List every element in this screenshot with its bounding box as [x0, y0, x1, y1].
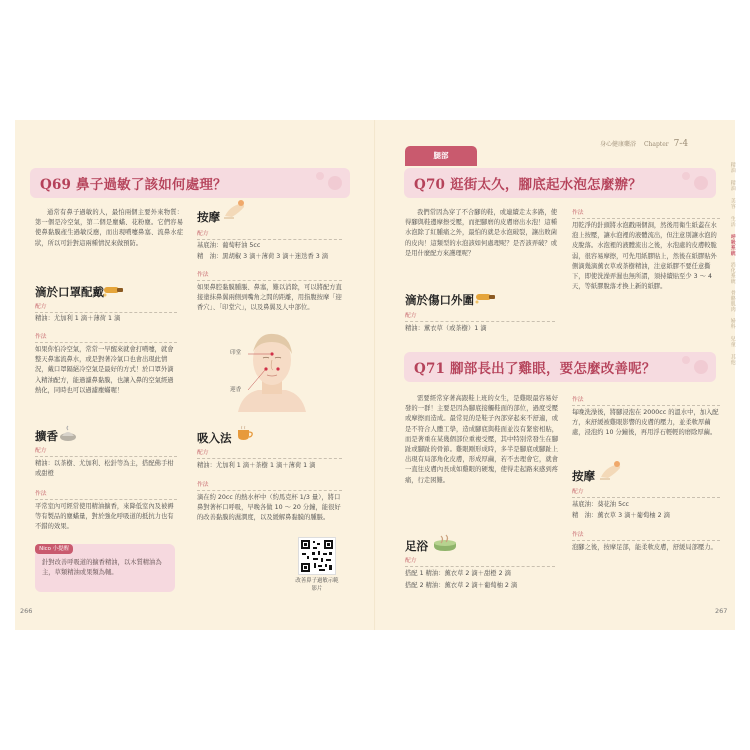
massage-method-right: 泡腳之後，按摩足部，能柔軟皮膚，舒緩局部壓力。	[572, 544, 717, 551]
method-label: 作法	[572, 532, 584, 538]
qr-caption: 改善鼻子過敏示範影片	[295, 578, 339, 592]
divider	[197, 458, 342, 459]
recipe-label: 配方	[405, 313, 417, 319]
massage-heading: 按摩	[197, 210, 220, 224]
divider	[35, 312, 177, 313]
divider	[405, 566, 555, 567]
massage-oil-right: 精 油：薰衣草 3 滴＋葡萄柚 2 滴	[572, 512, 670, 519]
divider	[197, 280, 342, 281]
method-label: 作法	[572, 397, 584, 403]
side-tab: 骨骼肌肉	[729, 290, 736, 312]
foot-recipe-1: 搭配 1 精油：薰衣草 2 滴＋甜橙 2 滴	[405, 570, 511, 577]
tip-text: 針對改善呼吸道的擴香精油，以木質精油為主，草類精油或果類為輔。	[42, 559, 162, 577]
point-label-yingxiang: 迎香	[230, 387, 242, 393]
recipe-label: 配方	[35, 304, 47, 310]
dropper-icon	[474, 290, 496, 304]
side-tab: 消化系統	[729, 262, 736, 284]
massage-method: 如果鼻腔黏膜腫脹、鼻塞，難以消除，可以將配方直接塗抹鼻翼兩側到嘴角之間的距離，用指腹按摩「迎香穴」、「印堂穴」，以及鼻翼及人中部位。	[197, 284, 342, 312]
side-tab: 婦科	[729, 318, 736, 329]
method-label: 作法	[572, 210, 584, 216]
diffuser-icon	[58, 424, 78, 442]
q70-method: 用乾淨的針頭將水泡戳兩個洞，然後用衛生紙蓋在水泡上按壓，讓水泡裡的液體流出，但注意別讓水泡的皮脫落。水泡裡的液體流出之後，水泡處的皮膚較脆弱，很容易摩擦，可先用紙膠貼上，然後在紙膠貼外側滴幾滴薰衣草或茶樹精油，注意紙膠不要任意撕下，即使洗澡弄濕也無所謂，須持續貼至少 3 ～ 4 天，等紙膠脫落才換上新的紙膠。	[572, 222, 717, 291]
side-tab: 精油	[729, 162, 736, 173]
q71-intro: 需要經常穿著高跟鞋上班的女生，是雞眼最容易好發的一群！主要是因為腳底接觸鞋面的部位，過度受壓或摩擦而造成。最常見的是鞋子內部穿起來不舒適，或是不符合人體工學，造成腳底與鞋面並沒有緊密相貼，而是著重在某幾個部位重複受壓，其中特別常發生在腳趾或腳趾的骨節。雞眼剛形成時，多半是腳底或腳趾上出現有局部角化皮膚，形成厚繭，若不去理會它，就會一直往皮膚內長成如雞眼的硬塊，使得走起路來感到疼痛，行走困難。	[405, 395, 558, 484]
q70-intro: 我們常因為穿了不合腳的鞋，或連續走太多路，使得腳與鞋邊摩擦受壓，而把腳磨的皮膚磨出水泡！這種水泡除了紅腫痛之外，最怕的就是水泡破裂，讓出敗菌的皮肉！這類型的水泡該如何處理呢？是否該弄破？或是用什麼配方來護理呢？	[405, 209, 557, 257]
massage-oil: 精 油：黑胡椒 3 滴＋薄荷 3 滴＋迷迭香 3 滴	[197, 253, 329, 260]
qr-code[interactable]	[298, 537, 336, 575]
divider	[572, 497, 720, 498]
recipe-label: 配方	[35, 448, 47, 454]
point-label-yintang: 印堂	[230, 350, 242, 356]
wound-heading: 滴於傷口外圍	[405, 293, 474, 307]
section-badge: 腿部	[405, 146, 477, 166]
recipe-label: 配方	[197, 231, 209, 237]
recipe-label: 配方	[197, 450, 209, 456]
divider	[572, 218, 720, 219]
foot-method: 每晚洗澡後，將腳浸泡在 2000cc 的溫水中，加入配方，來舒緩被雞眼影響的皮膚的壓力，並柔軟厚繭處，浸泡約 10 分鐘後，再用浮石輕輕的磨除厚繭。	[572, 409, 719, 437]
cup-icon	[236, 425, 254, 441]
side-tab: 兒童	[729, 336, 736, 347]
page-number-left: 266	[20, 607, 33, 615]
method-label: 作法	[35, 334, 47, 340]
drop-heading: 滴於口罩配戴	[35, 285, 104, 299]
q71-title: Q71 腳部長出了雞眼，要怎麼改善呢？	[404, 352, 716, 382]
wound-recipe: 精油：薰衣草（或茶樹）1 滴	[405, 325, 487, 332]
q69-intro: 通常有鼻子過敏的人，最怕兩個主要外來物質：第一個是冷空氣，第二個是塵蟎、花粉塵。它們容易使鼻黏膜產生過敏反應，而出現噴嚏鼻塞、流鼻水症狀，所以可針對這兩種情況來做預防。	[35, 209, 183, 247]
method-label: 作法	[35, 491, 47, 497]
divider	[572, 405, 720, 406]
drop-recipe: 精油：尤加利 1 滴＋薄荷 1 滴	[35, 315, 121, 322]
chapter-header	[600, 138, 688, 152]
divider	[405, 321, 555, 322]
massage-base: 基底油：葡萄籽油 5cc	[197, 242, 261, 249]
side-tab: 精油	[729, 180, 736, 191]
side-tab: 美容	[729, 198, 736, 209]
page-number-right: 267	[715, 607, 728, 615]
divider	[35, 456, 177, 457]
side-tab: 生活	[729, 216, 736, 227]
chapter-label: 身心健康藥浴	[600, 141, 637, 148]
massage-hand-icon	[222, 198, 248, 220]
massage-heading-right: 按摩	[572, 469, 595, 483]
diffuse-recipe: 精油：以茶樹、尤加利、松針等為主，搭配佛手柑或甜橙	[35, 460, 174, 478]
massage-base-right: 基底油：葵花油 5cc	[572, 501, 630, 508]
foot-bath-icon	[432, 534, 458, 552]
inhale-recipe: 精油：尤加利 1 滴＋茶樹 1 滴＋薄荷 1 滴	[197, 462, 316, 469]
diffuse-method: 平常室內可經常使用精油擴香，來降低室內及被褥等有製品的塵蟎量，對於強化呼吸道的抵抗力也有不錯的效果。	[35, 503, 174, 531]
diffuse-heading: 擴香	[35, 429, 58, 443]
recipe-label: 配方	[572, 489, 584, 495]
recipe-label: 配方	[405, 558, 417, 564]
divider	[197, 490, 342, 491]
tip-tag: Nico 小提醒	[35, 544, 73, 554]
foot-bath-heading: 足浴	[405, 539, 428, 553]
book-gutter	[374, 120, 376, 630]
chapter-number: 7-4	[673, 139, 689, 149]
face-illustration	[228, 328, 316, 412]
chapter-word: Chapter	[643, 141, 669, 148]
method-label: 作法	[197, 272, 209, 278]
drop-method: 如果你怕冷空氣，常常一早醒來就會打噴嚏，就會整天鼻塞流鼻水，或是對著冷氣口也會出現此情況，戴口罩隔絕冷空氣是最好的方式！於口罩外滴入精油配方，能過濾鼻黏膜，也讓入鼻的空氣經過熱化，同時也可以過濾塵蟎喔！	[35, 346, 174, 394]
side-tab-active: 呼吸系統	[729, 234, 736, 256]
dropper-icon	[102, 283, 124, 297]
inhale-method: 滴在約 20cc 的熱水杯中（約馬克杯 1/3 量），將口鼻對著杯口呼吸，早晚各做 10 ～ 20 分鐘，能很好的改善黏膜的濕潤度，以及緩解鼻黏膜的腫脹。	[197, 494, 341, 522]
divider	[35, 499, 177, 500]
side-tab: 其他	[729, 354, 736, 365]
massage-hand-icon	[598, 459, 624, 481]
q70-title: Q70 逛街太久，腳底起水泡怎麼辦？	[404, 168, 716, 198]
q69-title: Q69 鼻子過敏了該如何處理？	[30, 168, 350, 198]
divider	[35, 342, 177, 343]
inhale-heading: 吸入法	[197, 431, 232, 445]
divider	[572, 540, 720, 541]
divider	[197, 239, 342, 240]
method-label: 作法	[197, 482, 209, 488]
foot-recipe-2: 搭配 2 精油：薰衣草 2 滴＋葡萄柚 2 滴	[405, 582, 518, 589]
